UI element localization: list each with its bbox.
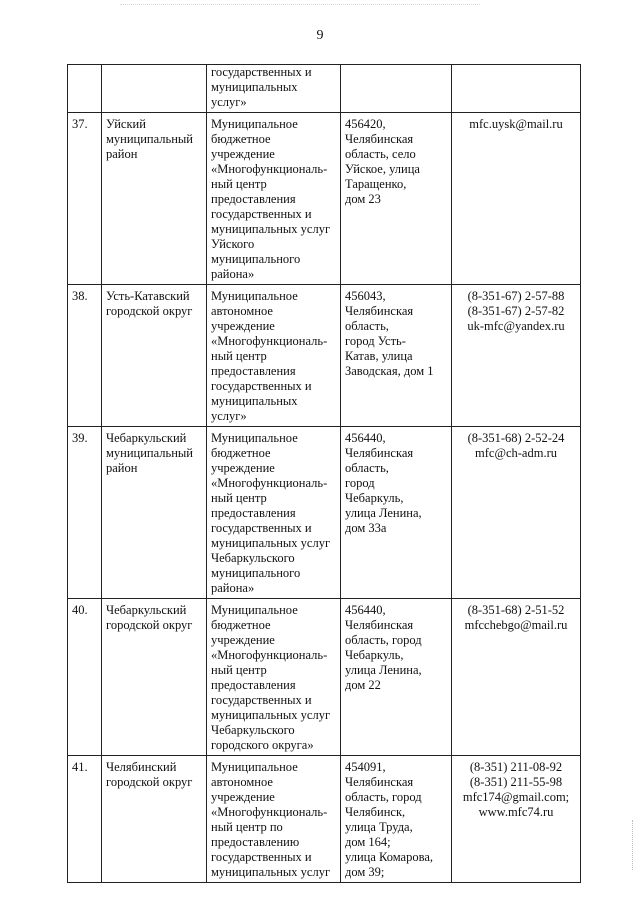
organization-cell: государственных и муниципальных услуг» (207, 65, 341, 113)
organization-cell: Муниципальное бюджетное учреждение «Многофункциональ- ный центр предоставления государственных и муниципальных услуг Уйского муниципального района» (207, 113, 341, 285)
municipality-cell: Усть-Катавский городской округ (102, 285, 207, 427)
table-row (68, 756, 581, 883)
contacts-cell: (8-351-68) 2-52-24 mfc@ch-adm.ru (452, 427, 581, 599)
table-row-continuation (68, 65, 581, 113)
address-cell (341, 65, 452, 113)
mfc-registry-table (67, 64, 581, 883)
organization-cell: Муниципальное автономное учреждение «Многофункциональ- ный центр предоставления государственных и муниципальных услуг» (207, 285, 341, 427)
row-number: 40. (68, 599, 102, 756)
organization-cell: Муниципальное бюджетное учреждение «Многофункциональ- ный центр предоставления государственных и муниципальных услуг Чебаркульского муниципального района» (207, 427, 341, 599)
address-cell: 456440, Челябинская область, город Чебаркуль, улица Ленина, дом 33а (341, 427, 452, 599)
row-number: 37. (68, 113, 102, 285)
contacts-cell: mfc.uysk@mail.ru (452, 113, 581, 285)
row-number: 41. (68, 756, 102, 883)
organization-cell: Муниципальное бюджетное учреждение «Многофункциональ- ный центр предоставления государственных и муниципальных услуг Чебаркульского городского округа» (207, 599, 341, 756)
scan-edge-marks (632, 820, 636, 870)
scan-noise-top (120, 4, 480, 7)
contacts-cell: (8-351-68) 2-51-52 mfcchebgo@mail.ru (452, 599, 581, 756)
municipality-cell: Чебаркульский городской округ (102, 599, 207, 756)
address-cell: 456420, Челябинская область, село Уйское, улица Таращенко, дом 23 (341, 113, 452, 285)
table-row (68, 427, 581, 599)
organization-cell: Муниципальное автономное учреждение «Многофункциональ- ный центр по предоставлению государственных и муниципальных услуг (207, 756, 341, 883)
contacts-cell (452, 65, 581, 113)
row-number: 39. (68, 427, 102, 599)
table-row (68, 113, 581, 285)
table-row (68, 599, 581, 756)
municipality-cell (102, 65, 207, 113)
municipality-cell: Уйский муниципальный район (102, 113, 207, 285)
row-number (68, 65, 102, 113)
address-cell: 456043, Челябинская область, город Усть- Катав, улица Заводская, дом 1 (341, 285, 452, 427)
municipality-cell: Челябинский городской округ (102, 756, 207, 883)
row-number: 38. (68, 285, 102, 427)
municipality-cell: Чебаркульский муниципальный район (102, 427, 207, 599)
contacts-cell: (8-351-67) 2-57-88 (8-351-67) 2-57-82 uk-mfc@yandex.ru (452, 285, 581, 427)
table-row (68, 285, 581, 427)
page-number: 9 (316, 28, 324, 43)
address-cell: 454091, Челябинская область, город Челябинск, улица Труда, дом 164; улица Комарова, дом 39; (341, 756, 452, 883)
address-cell: 456440, Челябинская область, город Чебаркуль, улица Ленина, дом 22 (341, 599, 452, 756)
contacts-cell: (8-351) 211-08-92 (8-351) 211-55-98 mfc174@gmail.com; www.mfc74.ru (452, 756, 581, 883)
